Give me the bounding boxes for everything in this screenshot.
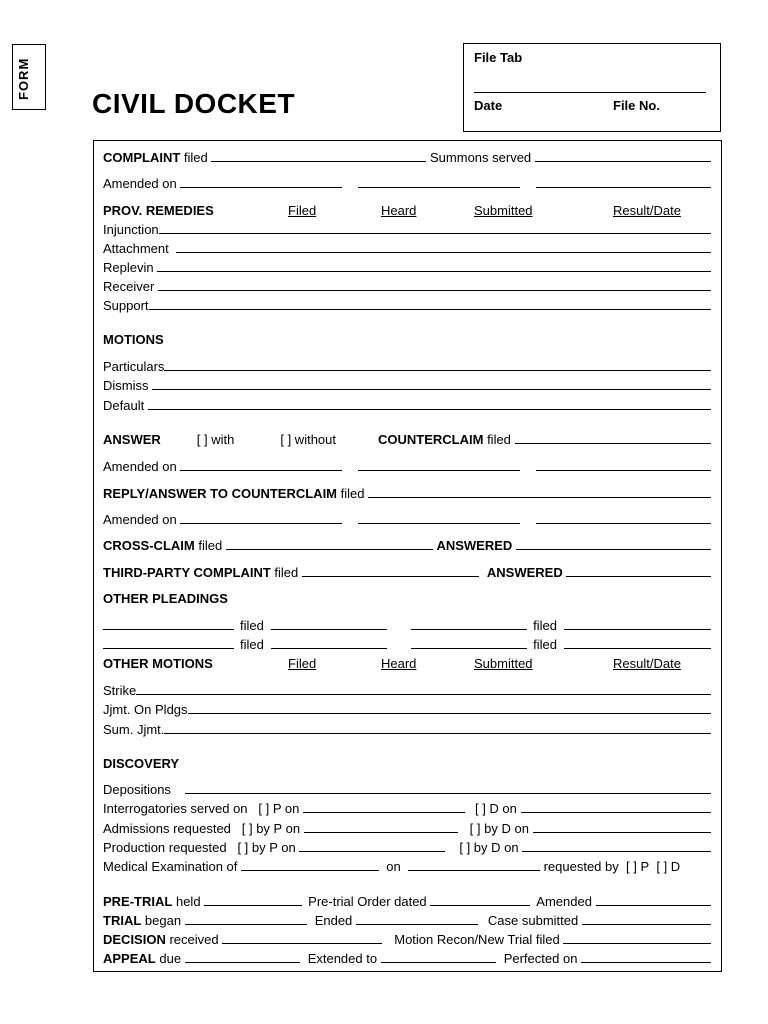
complaint-filed-field[interactable]	[211, 160, 426, 162]
prov-remedies-label: PROV. REMEDIES	[103, 203, 214, 218]
trial-label: TRIAL	[103, 913, 142, 928]
medical-label: Medical Examination of	[103, 859, 238, 874]
summons-label: Summons served	[430, 150, 532, 165]
file-no-label: File No.	[613, 98, 660, 113]
other-pleading-row	[103, 634, 711, 652]
pleading-name-field[interactable]	[411, 628, 527, 630]
by-p-on-checkbox[interactable]: [ ] by P on	[241, 821, 301, 836]
col-submitted: Submitted	[474, 203, 533, 218]
answer-label: ANSWER	[103, 432, 161, 447]
col-filed: Filed	[288, 203, 317, 218]
admissions-label: Admissions requested	[103, 821, 231, 836]
motion-item-label: Dismiss	[103, 378, 149, 393]
col-heard: Heard	[381, 203, 417, 218]
pleading-filed-field[interactable]	[271, 628, 387, 630]
filed-label: filed	[533, 618, 557, 633]
pleading-name-field[interactable]	[103, 628, 234, 630]
extended-to-field[interactable]	[381, 961, 496, 963]
motion-item-field[interactable]	[148, 408, 711, 410]
perfected-on-label: Perfected on	[503, 951, 578, 966]
motion-row	[103, 395, 711, 413]
prov-item-field[interactable]	[176, 251, 711, 253]
amended-row-1	[103, 173, 711, 191]
cross-claim-row	[103, 535, 711, 553]
counterclaim-filed-label: filed	[487, 432, 511, 447]
other-motion-field[interactable]	[164, 732, 711, 734]
decision-received-field[interactable]	[222, 942, 382, 944]
cross-claim-field[interactable]	[226, 548, 433, 550]
cross-answered-field[interactable]	[516, 548, 711, 550]
motion-recon-field[interactable]	[563, 942, 711, 944]
reply-row	[103, 483, 711, 501]
prov-item-label: Injunction	[103, 222, 159, 237]
pretrial-held-field[interactable]	[204, 904, 302, 906]
page-title: CIVIL DOCKET	[92, 88, 296, 119]
by-p-on-field[interactable]	[304, 831, 458, 833]
by-d-on-checkbox[interactable]: [ ] by D on	[459, 840, 519, 855]
admissions-row	[103, 818, 711, 836]
amended-row-2	[103, 456, 711, 474]
other-pleading-row	[103, 615, 711, 633]
amended-field[interactable]	[180, 522, 342, 524]
by-p-on-checkbox[interactable]: [ ] by P on	[237, 840, 296, 855]
motion-item-label: Particulars	[103, 359, 165, 374]
appeal-row	[103, 948, 711, 966]
p-on-field[interactable]	[303, 811, 465, 813]
pleading-name-field[interactable]	[103, 647, 234, 649]
counterclaim-field[interactable]	[515, 442, 711, 444]
reply-field[interactable]	[368, 496, 711, 498]
form-tab-label: FORM	[16, 57, 31, 100]
amended-row-3	[103, 509, 711, 527]
motion-row	[103, 356, 711, 374]
amended-label: Amended on	[103, 459, 177, 474]
p-on-checkbox[interactable]: [ ] P on	[258, 801, 300, 816]
other-motion-label: Sum. Jjmt.	[103, 722, 165, 737]
other-motion-label: Strike	[103, 683, 137, 698]
medical-row	[103, 856, 711, 874]
other-motion-row	[103, 719, 711, 737]
amended-field[interactable]	[180, 469, 342, 471]
pretrial-held-label: held	[175, 894, 201, 909]
case-submitted-field[interactable]	[582, 923, 711, 925]
requested-p-checkbox[interactable]: [ ] P	[626, 859, 650, 874]
cross-claim-label: CROSS-CLAIM	[103, 538, 195, 553]
prov-item-label: Support	[103, 298, 149, 313]
trial-row	[103, 910, 711, 928]
by-p-on-field[interactable]	[299, 850, 445, 852]
prov-item-field[interactable]	[158, 289, 711, 291]
amended-field[interactable]	[358, 522, 520, 524]
trial-ended-field[interactable]	[356, 923, 478, 925]
decision-received-label: received	[169, 932, 219, 947]
pleading-name-field[interactable]	[411, 647, 527, 649]
third-answered-field[interactable]	[566, 575, 711, 577]
amended-field[interactable]	[358, 469, 520, 471]
d-on-field[interactable]	[521, 811, 711, 813]
other-motion-field[interactable]	[188, 712, 711, 714]
other-motions-header	[103, 653, 711, 671]
other-motion-field[interactable]	[136, 693, 711, 695]
depositions-row	[103, 779, 711, 797]
requested-d-checkbox[interactable]: [ ] D	[656, 859, 681, 874]
docket-form	[93, 140, 722, 972]
pleading-filed-field[interactable]	[564, 647, 711, 649]
motion-recon-label: Motion Recon/New Trial filed	[394, 932, 560, 947]
other-pleadings-label: OTHER PLEADINGS	[103, 591, 228, 606]
production-row	[103, 837, 711, 855]
prov-item-label: Replevin	[103, 260, 154, 275]
pretrial-amended-field[interactable]	[596, 904, 711, 906]
depositions-label: Depositions	[103, 782, 171, 797]
perfected-on-field[interactable]	[581, 961, 711, 963]
filed-label: filed	[533, 637, 557, 652]
appeal-due-label: due	[159, 951, 182, 966]
other-motion-row	[103, 699, 711, 717]
trial-began-field[interactable]	[185, 923, 307, 925]
col-filed: Filed	[288, 656, 317, 671]
motions-header	[103, 329, 711, 347]
production-label: Production requested	[103, 840, 227, 855]
appeal-label: APPEAL	[103, 951, 156, 966]
answer-without-checkbox[interactable]: [ ] without	[280, 432, 336, 447]
by-d-on-field[interactable]	[522, 850, 711, 852]
amended-label: Amended on	[103, 512, 177, 527]
third-party-filed-label: filed	[274, 565, 299, 580]
pretrial-label: PRE-TRIAL	[103, 894, 173, 909]
col-result-date: Result/Date	[613, 656, 681, 671]
amended-field[interactable]	[536, 522, 711, 524]
pretrial-row	[103, 891, 711, 909]
discovery-label: DISCOVERY	[103, 756, 180, 771]
reply-filed-label: filed	[340, 486, 365, 501]
third-party-field[interactable]	[302, 575, 479, 577]
prov-row	[103, 238, 711, 256]
extended-to-label: Extended to	[307, 951, 378, 966]
d-on-checkbox[interactable]: [ ] D on	[474, 801, 517, 816]
third-party-label: THIRD-PARTY COMPLAINT	[103, 565, 271, 580]
pretrial-order-label: Pre-trial Order dated	[308, 894, 427, 909]
other-pleadings-header	[103, 588, 711, 606]
pretrial-order-field[interactable]	[430, 904, 530, 906]
decision-label: DECISION	[103, 932, 166, 947]
reply-label: REPLY/ANSWER TO COUNTERCLAIM	[103, 486, 338, 501]
prov-item-label: Receiver	[103, 279, 155, 294]
file-tab-field[interactable]	[474, 92, 706, 93]
answer-row	[103, 429, 711, 447]
decision-row	[103, 929, 711, 947]
prov-row	[103, 257, 711, 275]
prov-item-field[interactable]	[157, 270, 711, 272]
summons-field[interactable]	[535, 160, 711, 162]
complaint-label: COMPLAINT	[103, 150, 181, 165]
cross-answered-label: ANSWERED	[436, 538, 513, 553]
amended-field[interactable]	[536, 469, 711, 471]
prov-item-label: Attachment	[103, 241, 169, 256]
amended-field[interactable]	[358, 186, 520, 188]
complaint-filed-label: filed	[183, 150, 208, 165]
col-submitted: Submitted	[474, 656, 533, 671]
other-motion-row	[103, 680, 711, 698]
prov-item-field[interactable]	[159, 232, 711, 234]
file-box	[463, 43, 721, 132]
col-heard: Heard	[381, 656, 417, 671]
filed-label: filed	[240, 618, 264, 633]
motion-row	[103, 375, 711, 393]
amended-field[interactable]	[536, 186, 711, 188]
interrogatories-row	[103, 798, 711, 816]
medical-person-field[interactable]	[241, 869, 379, 871]
by-d-on-checkbox[interactable]: [ ] by D on	[469, 821, 529, 836]
motions-label: MOTIONS	[103, 332, 164, 347]
cross-claim-filed-label: filed	[198, 538, 223, 553]
file-tab-label: File Tab	[474, 50, 523, 65]
medical-date-field[interactable]	[408, 869, 540, 871]
prov-row	[103, 295, 711, 313]
amended-label: Amended on	[103, 176, 177, 191]
complaint-row	[103, 147, 711, 165]
on-label: on	[386, 859, 401, 874]
pleading-filed-field[interactable]	[271, 647, 387, 649]
motion-item-field[interactable]	[152, 388, 711, 390]
motion-item-field[interactable]	[164, 369, 711, 371]
pleading-filed-field[interactable]	[564, 628, 711, 630]
pretrial-amended-label: Amended	[536, 894, 592, 909]
third-answered-label: ANSWERED	[486, 565, 563, 580]
trial-began-label: began	[144, 913, 182, 928]
interrogatories-label: Interrogatories served on	[103, 801, 248, 816]
col-result-date: Result/Date	[613, 203, 681, 218]
by-d-on-field[interactable]	[533, 831, 711, 833]
answer-with-checkbox[interactable]: [ ] with	[196, 432, 235, 447]
prov-row	[103, 276, 711, 294]
depositions-field[interactable]	[185, 792, 711, 794]
prov-row	[103, 219, 711, 237]
case-submitted-label: Case submitted	[487, 913, 579, 928]
amended-field[interactable]	[180, 186, 342, 188]
other-motions-label: OTHER MOTIONS	[103, 656, 213, 671]
discovery-header	[103, 753, 711, 771]
prov-item-field[interactable]	[149, 308, 711, 310]
prov-remedies-header	[103, 200, 711, 218]
trial-ended-label: Ended	[314, 913, 353, 928]
filed-label: filed	[240, 637, 264, 652]
requested-by-label: requested by	[543, 859, 619, 874]
motion-item-label: Default	[103, 398, 145, 413]
counterclaim-label: COUNTERCLAIM	[378, 432, 484, 447]
third-party-row	[103, 562, 711, 580]
appeal-due-field[interactable]	[185, 961, 300, 963]
other-motion-label: Jjmt. On Pldgs	[103, 702, 188, 717]
date-label: Date	[474, 98, 503, 113]
